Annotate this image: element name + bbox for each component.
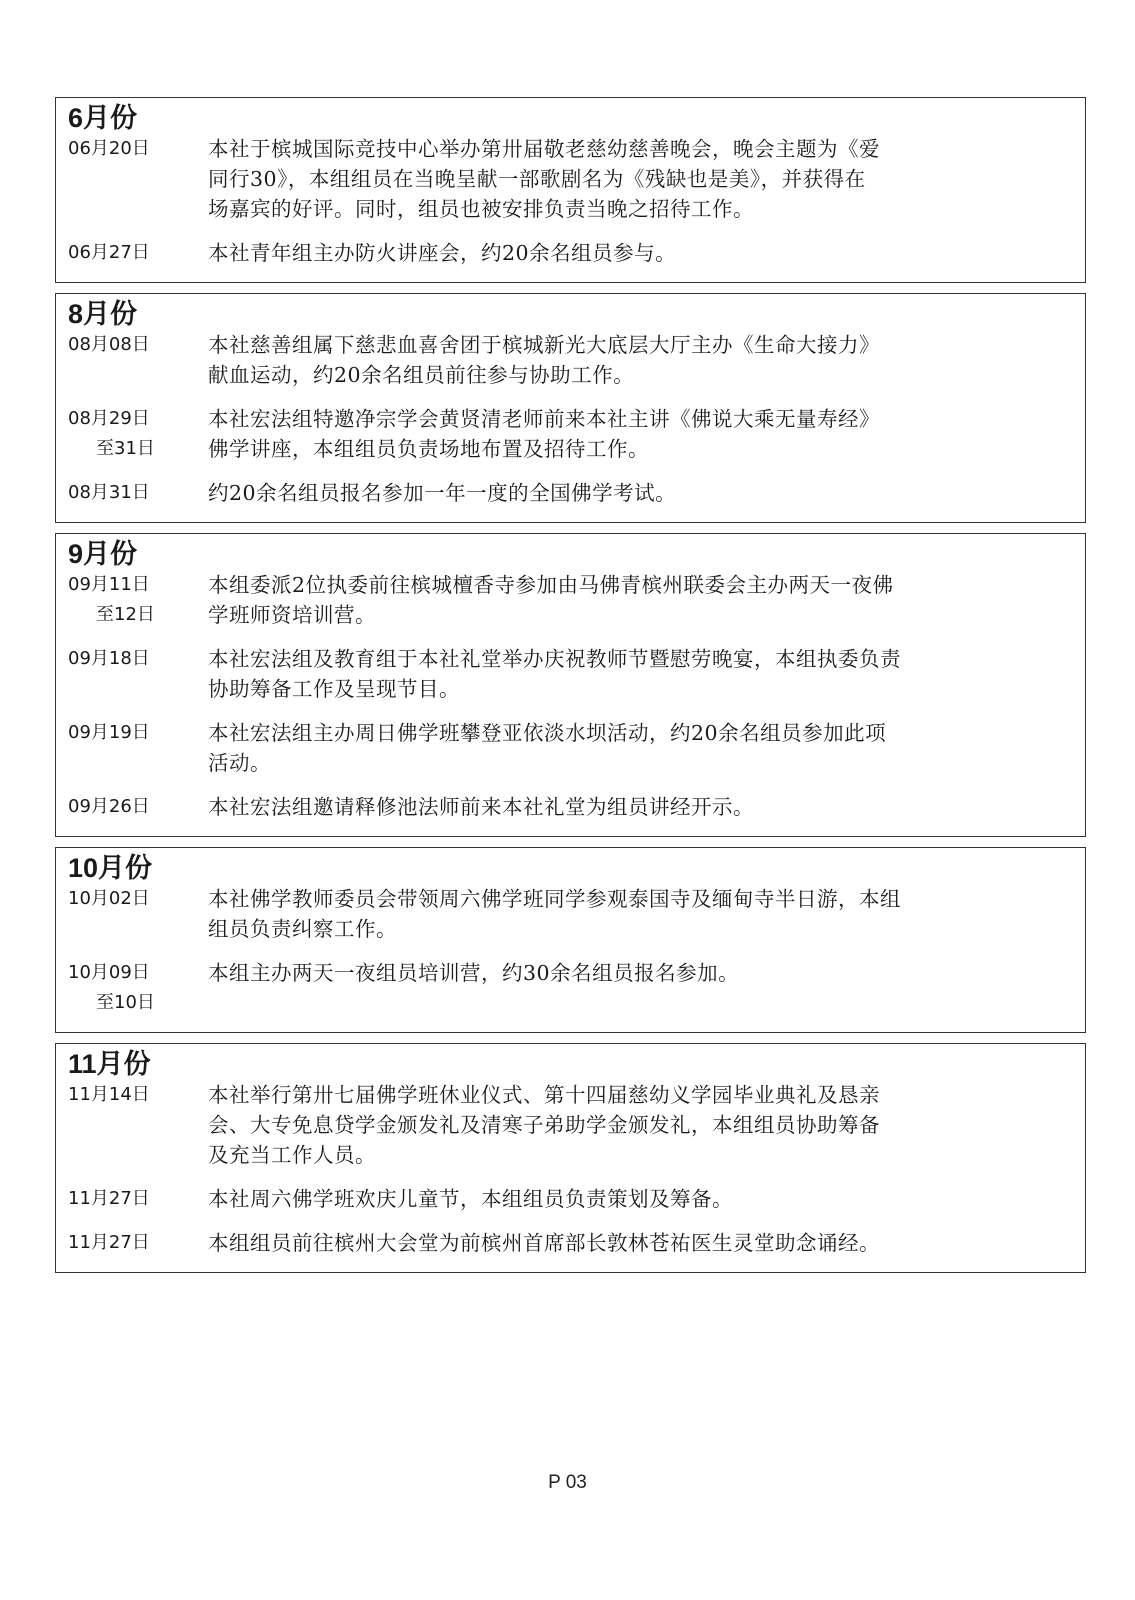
entry-date	[68, 1184, 208, 1214]
entry-date	[68, 958, 208, 1018]
entry-description: 本社慈善组属下慈悲血喜舍团于槟城新光大底层大厅主办《生命大接力》 献血运动，约20余名组员前往参与协助工作。	[208, 333, 880, 387]
month-title: 10月份	[68, 853, 153, 883]
date-start: 09月18日	[68, 648, 150, 669]
entry-description: 本社举行第卅七届佛学班休业仪式、第十四届慈幼义学园毕业典礼及恳亲 会、大专免息贷学金颁发礼及清寒子弟助学金颁发礼，本组组员协助筹备 及充当工作人员。	[208, 1083, 880, 1167]
entry-date	[68, 330, 208, 390]
date-start: 09月26日	[68, 796, 150, 817]
date-end: 至10日	[96, 992, 155, 1013]
activity-entry	[68, 1184, 1075, 1214]
activity-entry	[68, 404, 1075, 464]
activity-entry	[68, 478, 1075, 508]
entry-description: 本组主办两天一夜组员培训营，约30余名组员报名参加。	[208, 961, 740, 985]
entry-description: 本社宏法组邀请释修池法师前来本社礼堂为组员讲经开示。	[208, 795, 754, 819]
date-start: 08月31日	[68, 482, 150, 503]
activity-entry	[68, 1080, 1075, 1170]
date-start: 06月27日	[68, 242, 150, 263]
page-number: P 03	[548, 1472, 587, 1493]
entry-date	[68, 404, 208, 464]
month-title: 11月份	[68, 1049, 151, 1079]
date-start: 06月20日	[68, 138, 150, 159]
date-end: 至12日	[96, 604, 155, 625]
entry-date	[68, 1228, 208, 1258]
activity-entry	[68, 718, 1075, 778]
month-title: 9月份	[68, 539, 138, 569]
activity-entry	[68, 644, 1075, 704]
month-section	[55, 533, 1086, 837]
entry-date	[68, 884, 208, 944]
activity-entry	[68, 570, 1075, 630]
date-start: 09月19日	[68, 722, 150, 743]
activity-entry	[68, 958, 1075, 1018]
month-title: 6月份	[68, 103, 138, 133]
activity-entry	[68, 1228, 1075, 1258]
date-start: 08月29日	[68, 408, 150, 429]
entry-date	[68, 478, 208, 508]
date-start: 10月09日	[68, 962, 150, 983]
entry-description: 本社青年组主办防火讲座会，约20余名组员参与。	[208, 241, 677, 265]
entry-description: 本组委派2位执委前往槟城檀香寺参加由马佛青槟州联委会主办两天一夜佛 学班师资培训营。	[208, 573, 894, 627]
entry-description: 本社于槟城国际竞技中心举办第卅届敬老慈幼慈善晚会，晚会主题为《爱 同行30》，本组组员在当晚呈献一部歌剧名为《残缺也是美》，并获得在 场嘉宾的好评。同时，组员也被安排负责当晚之招待工作。	[208, 137, 880, 221]
entry-date	[68, 134, 208, 224]
entry-description: 本社周六佛学班欢庆儿童节，本组组员负责策划及筹备。	[208, 1187, 733, 1211]
activity-entry	[68, 330, 1075, 390]
date-start: 09月11日	[68, 574, 150, 595]
entry-description: 本社宏法组特邀净宗学会黄贤清老师前来本社主讲《佛说大乘无量寿经》 佛学讲座，本组组员负责场地布置及招待工作。	[208, 407, 880, 461]
month-section	[55, 1043, 1086, 1273]
month-section	[55, 847, 1086, 1033]
date-end: 至31日	[96, 438, 155, 459]
date-start: 08月08日	[68, 334, 150, 355]
activity-entry	[68, 792, 1075, 822]
entry-description: 本社宏法组及教育组于本社礼堂举办庆祝教师节暨慰劳晚宴，本组执委负责 协助筹备工作及呈现节目。	[208, 647, 901, 701]
activity-entry	[68, 134, 1075, 224]
entry-description: 本社宏法组主办周日佛学班攀登亚依淡水坝活动，约20余名组员参加此项 活动。	[208, 721, 887, 775]
date-start: 11月27日	[68, 1232, 150, 1253]
entry-date	[68, 570, 208, 630]
month-section	[55, 293, 1086, 523]
entry-description: 本社佛学教师委员会带领周六佛学班同学参观泰国寺及缅甸寺半日游，本组 组员负责纠察工作。	[208, 887, 901, 941]
entry-date	[68, 718, 208, 778]
entry-date	[68, 792, 208, 822]
entry-date	[68, 1080, 208, 1170]
entry-date	[68, 644, 208, 704]
activity-entry	[68, 884, 1075, 944]
date-start: 11月14日	[68, 1084, 150, 1105]
activity-report	[55, 97, 1086, 1283]
activity-entry	[68, 238, 1075, 268]
entry-description: 本组组员前往槟州大会堂为前槟州首席部长敦林苍祐医生灵堂助念诵经。	[208, 1231, 880, 1255]
date-start: 10月02日	[68, 888, 150, 909]
month-section	[55, 97, 1086, 283]
date-start: 11月27日	[68, 1188, 150, 1209]
month-title: 8月份	[68, 299, 138, 329]
entry-date	[68, 238, 208, 268]
entry-description: 约20余名组员报名参加一年一度的全国佛学考试。	[208, 481, 677, 505]
